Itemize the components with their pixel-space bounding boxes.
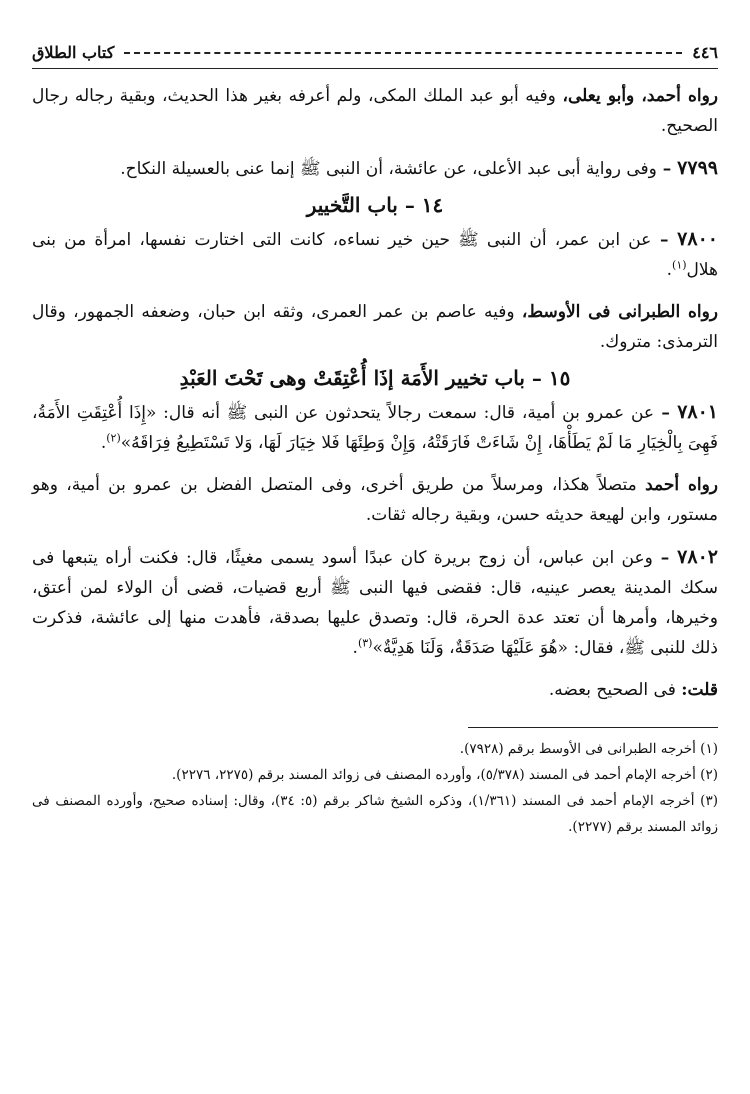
hadith-number: ٧٨٠٠ xyxy=(677,228,718,250)
footnote-ref: (٢) xyxy=(106,431,121,445)
hadith-number: ٧٨٠١ xyxy=(677,401,719,423)
qult-label: قلت: xyxy=(681,680,718,700)
footnote-3: (٣) أخرجه الإمام أحمد فى المسند (١/٣٦١)، وذكره الشيخ شاكر برقم (٥: ٣٤)، وقال: إسناده صحيح، وأورده المصنف فى زوائد المسند برقم (٢٢٧٧). xyxy=(32,793,719,835)
footnote-1: (١) أخرجه الطبرانى فى الأوسط برقم (٧٩٢٨). xyxy=(459,741,718,757)
source-bold: رواه أحمد، وأبو يعلى، xyxy=(562,86,719,106)
header-dashes xyxy=(124,52,682,54)
hadith-text: عن عمرو بن أمية، قال: سمعت رجالاً يتحدثون عن النبى ﷺ أنه قال: «إِذَا أُعْتِقَتِ الأَمَةُ، فَهِىَ بِالْخِيَارِ مَا لَمْ يَطَأْهَا، إِنْ شَاءَتْ فَارَقَتْهُ، وَإِنْ وَطِئَهَا فَلا خِيَارَ لَهَا، وَلا تَسْتَطِيعُ فِرَاقَهُ» xyxy=(32,403,718,453)
hadith-7799: ٧٧٩٩ – وفى رواية أبى عبد الأعلى، عن عائشة، أن النبى ﷺ إنما عنى بالعسيلة النكاح. xyxy=(120,157,718,179)
hadith-text: وعن ابن عباس، أن زوج بريرة كان عبدًا أسود يسمى مغيثًا، قال: فكنت أراه يتبعها فى سكك المدينة يعصر عينيه، قال: فقضى فيها النبى ﷺ أربع قضيات، قضى أن الولاء لمن أعتق، وخيرها، وأمرها أن تعتد عدة الحرة، قال: وتصدق عليها بصدقة، فأهدت منها إلى عائشة، فذكرت ذلك للنبى ﷺ، فقال: «هُوَ عَلَيْهَا صَدَقَةٌ، وَلَنَا هَدِيَّةٌ» xyxy=(32,548,718,658)
running-header xyxy=(32,42,718,64)
paragraph-qult xyxy=(32,675,718,705)
paragraph-text: وفيه عاصم بن عمر العمرى، وثقه ابن حبان، وضعفه الجمهور، وقال الترمذى: متروك. xyxy=(32,302,718,352)
paragraph-tabarani xyxy=(32,297,718,357)
hadith-7800: ٧٨٠٠ – عن ابن عمر، أن النبى ﷺ حين خير نساءه، كانت التى اختارت نفسها، امرأة من بنى هلال$^{(١)}$. xyxy=(32,228,718,280)
chapter-heading-15: ١٥ – باب تخيير الأَمَة إذَا أُعْتِقَتْ وهى تَحْتَ العَبْدِ xyxy=(179,366,571,390)
footnote-rule xyxy=(468,727,718,728)
paragraph-rawahu-ahmad xyxy=(32,81,718,141)
footnote-ref: (١) xyxy=(672,258,687,272)
source-bold: رواه الطبرانى فى الأوسط، xyxy=(521,302,719,322)
chapter-heading-14: ١٤ – باب التَّخيير xyxy=(306,193,444,217)
hadith-text: عن ابن عمر، أن النبى ﷺ حين خير نساءه، كانت التى اختارت نفسها، امرأة من بنى هلال xyxy=(32,230,718,280)
paragraph-text: فى الصحيح بعضه. xyxy=(548,680,682,700)
footnote-2: (٢) أخرجه الإمام أحمد فى المسند (٥/٣٧٨)، وأورده المصنف فى زوائد المسند برقم (٢٢٧٥، ٢٢٧٦). xyxy=(171,767,718,783)
page-number: ٤٤٦ xyxy=(692,43,718,62)
hadith-number: ٧٧٩٩ xyxy=(677,157,718,179)
hadith-7802: ٧٨٠٢ – وعن ابن عباس، أن زوج بريرة كان عبدًا أسود يسمى مغيثًا، قال: فكنت أراه يتبعها فى سكك المدينة يعصر عينيه، قال: فقضى فيها النبى ﷺ أربع قضيات، قضى أن الولاء لمن أعتق، وخيرها، وأمرها أن تعتد عدة الحرة، قال: وتصدق عليها بصدقة، فأهدت منها إلى عائشة، فذكرت ذلك للنبى ﷺ، فقال: «هُوَ عَلَيْهَا صَدَقَةٌ، وَلَنَا هَدِيَّةٌ»$^{(٣)}$. xyxy=(32,546,718,658)
hadith-number: ٧٨٠٢ xyxy=(677,546,718,568)
paragraph-text: متصلاً هكذا، ومرسلاً من طريق أخرى، وفى المتصل الفضل بن عمرو بن أمية، وهو مستور، وابن لهيعة حديثه حسن، وبقية رجاله ثقات. xyxy=(32,475,718,525)
footnote-ref: (٣) xyxy=(357,636,373,650)
paragraph-text: وفيه أبو عبد الملك المكى، ولم أعرفه بغير هذا الحديث، وبقية رجاله رجال الصحيح. xyxy=(32,86,718,136)
book-title: كتاب الطلاق xyxy=(32,43,115,62)
source-bold: رواه أحمد xyxy=(645,475,719,495)
hadith-text: وفى رواية أبى عبد الأعلى، عن عائشة، أن النبى ﷺ إنما عنى بالعسيلة النكاح. xyxy=(120,159,657,179)
hadith-7801: ٧٨٠١ – عن عمرو بن أمية، قال: سمعت رجالاً يتحدثون عن النبى ﷺ أنه قال: «إِذَا أُعْتِقَتِ الأَمَةُ، فَهِىَ بِالْخِيَارِ مَا لَمْ يَطَأْهَا، إِنْ شَاءَتْ فَارَقَتْهُ، وَإِنْ وَطِئَهَا فَلا خِيَارَ لَهَا، وَلا تَسْتَطِيعُ فِرَاقَهُ»$^{(٢)}$. xyxy=(32,401,719,453)
document-page xyxy=(32,42,718,840)
paragraph-ahmad-muttasil xyxy=(32,470,718,530)
